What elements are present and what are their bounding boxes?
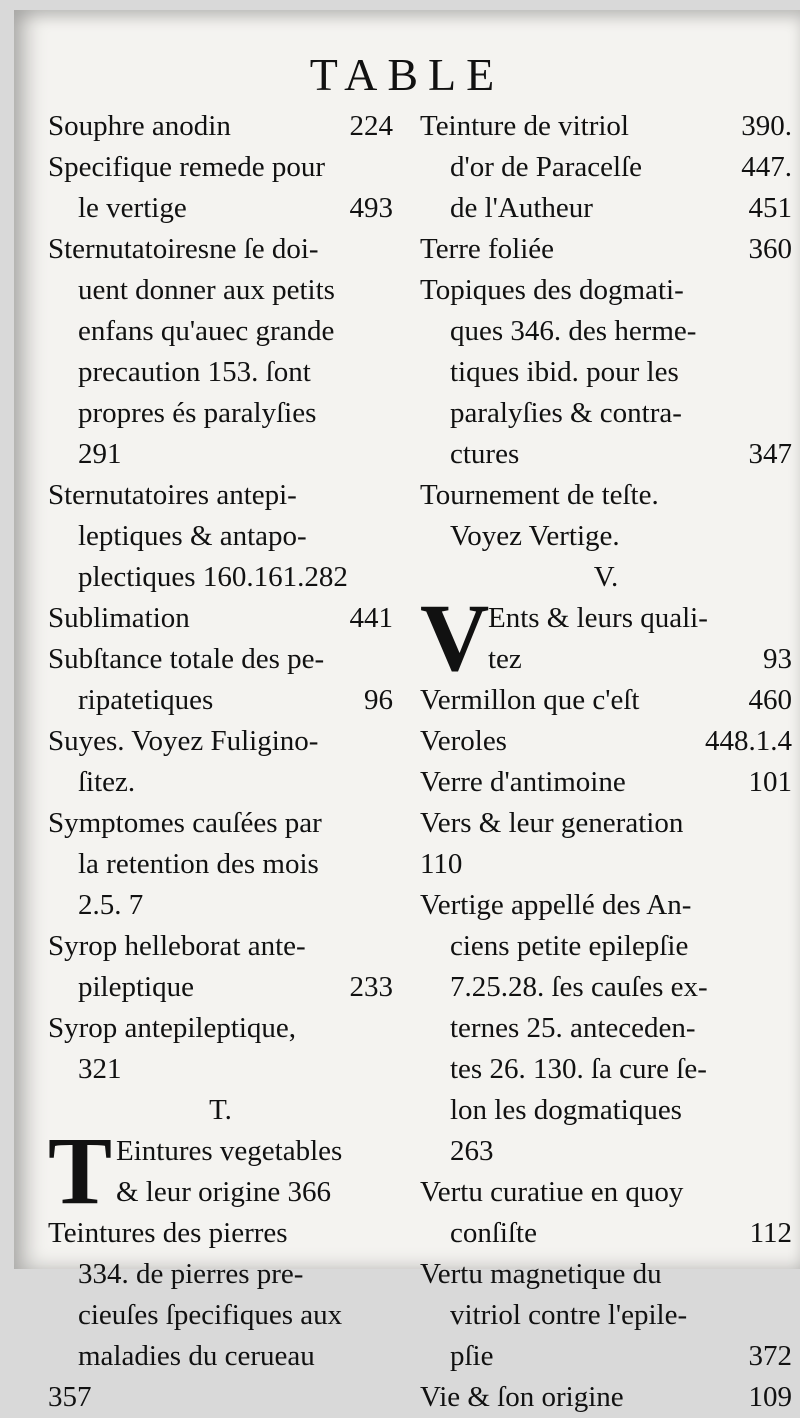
index-entry-line [48,680,393,721]
drop-cap-block [420,584,792,691]
entry-page-number: 101 [748,766,792,798]
entry-text: Ents & leurs quali- [488,602,708,634]
entry-text: lon les dogmatiques [450,1094,682,1126]
index-entry-line [420,885,792,926]
index-entry-line [420,1131,792,1172]
entry-page-number: 112 [749,1217,792,1249]
entry-text: Specifique remede pour [48,151,326,183]
entry-text: Tournement de teſte. [420,479,659,511]
entry-text: tez [488,643,522,675]
entry-page-number: 441 [349,602,393,634]
entry-page-number: 93 [763,643,792,675]
index-entry-line [48,598,393,639]
index-entry-line [420,106,792,147]
index-entry-line [48,1254,393,1295]
index-entry-line [420,188,792,229]
section-heading: V. [593,561,619,593]
entry-text: Vie & ſon origine [420,1381,624,1413]
entry-text: uent donner aux petits [78,274,335,306]
index-entry-line [420,1049,792,1090]
entry-text: d'or de Paracelſe [450,151,643,183]
right-column [420,106,792,1418]
entry-page-number: 448.1.4 [705,725,792,757]
index-entry-line [48,1008,393,1049]
index-entry-line [48,229,393,270]
entry-text: ciens petite epilepſie [450,930,689,962]
index-entry-line [48,803,393,844]
entry-text: Vertige appellé des An- [420,889,692,921]
entry-text: conſiſte [450,1217,537,1249]
entry-text: Sternutatoires antepi- [48,479,297,511]
entry-text: 2.5. 7 [78,889,144,921]
index-entry-line [48,1377,393,1418]
index-entry-line [420,147,792,188]
index-entry-line [48,844,393,885]
entry-text: Vers & leur generation [420,807,684,839]
index-entry-line [48,1172,393,1213]
entry-text: 291 [78,438,122,470]
entry-text: Souphre anodin [48,110,231,142]
index-entry-line [48,639,393,680]
index-entry-line [48,352,393,393]
entry-text: & leur origine 366 [116,1176,332,1208]
entry-text: Syrop antepileptique, [48,1012,297,1044]
entry-text: 357 [48,1381,92,1413]
index-entry-line [48,762,393,803]
entry-text: ternes 25. anteceden- [450,1012,696,1044]
entry-text: Syrop helleborat ante- [48,930,306,962]
entry-text: ctures [450,438,520,470]
entry-text: Vertu magnetique du [420,1258,662,1290]
book-page [14,10,800,1413]
entry-text: 321 [78,1053,122,1085]
index-entry-line [420,1295,792,1336]
entry-text: Voyez Vertige. [450,520,620,552]
index-entry-line [420,926,792,967]
drop-cap-letter: V [420,584,490,691]
index-entry-line [420,1172,792,1213]
index-entry-line [420,639,792,680]
index-entry-line [420,762,792,803]
index-entry-line [420,967,792,1008]
entry-text: Verre d'antimoine [420,766,626,798]
index-entry-line [420,229,792,270]
index-entry-line [420,844,792,885]
entry-text: enfans qu'auec grande [78,315,335,347]
page-title: TABLE [309,49,505,100]
index-entry-line [48,721,393,762]
index-entry-line [420,1090,792,1131]
index-entry-line [420,1336,792,1377]
index-entry-line [48,885,393,926]
entry-text: Eintures vegetables [116,1135,343,1167]
entry-page-number: 347 [748,438,792,470]
entry-page-number: 360 [748,233,792,265]
entry-text: Sternutatoiresne ſe doi- [48,233,319,265]
entry-text: plectiques 160.161.282 [78,561,348,593]
entry-text: Symptomes cauſées par [48,807,322,839]
index-entry-line [48,557,393,598]
entry-text: Vermillon que c'eſt [420,684,640,716]
index-entry-line [420,393,792,434]
index-entry-line [48,1049,393,1090]
entry-text: 7.25.28. ſes cauſes ex- [450,971,708,1003]
index-entry-line [48,926,393,967]
entry-text: pſie [450,1340,494,1372]
entry-text: ripatetiques [78,684,214,716]
entry-text: Vertu curatiue en quoy [420,1176,684,1208]
entry-page-number: 390. [741,110,792,142]
entry-text: tiques ibid. pour les [450,356,679,388]
entry-text: de l'Autheur [450,192,593,224]
entry-page-number: 372 [748,1340,792,1372]
entry-text: pileptique [78,971,194,1003]
index-entry-line [48,1131,393,1172]
left-column [48,106,393,1418]
index-entry-line [420,311,792,352]
entry-text: maladies du cerueau [78,1340,315,1372]
index-entry-line [420,1213,792,1254]
entry-text: 263 [450,1135,494,1167]
entry-text: le vertige [78,192,187,224]
index-entry-line [420,1254,792,1295]
index-entry-line [48,1213,393,1254]
entry-text: precaution 153. ſont [78,356,311,388]
index-entry-line [48,516,393,557]
entry-text: la retention des mois [78,848,319,880]
index-entry-line [420,270,792,311]
entry-text: 334. de pierres pre- [78,1258,304,1290]
entry-page-number: 224 [349,110,393,142]
index-entry-line [48,270,393,311]
index-entry-line [420,680,792,721]
drop-cap-letter: T [48,1117,113,1224]
entry-text: Teintures des pierres [48,1217,288,1249]
entry-text: paralyſies & contra- [450,397,682,429]
index-entry-line [420,598,792,639]
drop-cap-block [48,1117,393,1224]
entry-text: propres és paralyſies [78,397,317,429]
index-entry-line [48,311,393,352]
entry-text: vitriol contre l'epile- [450,1299,688,1331]
index-entry-line [48,967,393,1008]
entry-text: cieuſes ſpecifiques aux [78,1299,343,1331]
index-entry-line [48,1295,393,1336]
index-entry-line [48,106,393,147]
index-entry-line [420,803,792,844]
index-entry-line [420,1377,792,1418]
entry-text: Terre foliée [420,233,555,265]
index-entry-line [48,147,393,188]
section-heading: T. [209,1094,232,1126]
entry-text: Teinture de vitriol [420,110,629,142]
index-entry-line [48,393,393,434]
entry-page-number: 447. [741,151,792,183]
index-entry-line [48,434,393,475]
entry-text: Suyes. Voyez Fuligino- [48,725,319,757]
index-entry-line [420,516,792,557]
index-entry-line [420,1008,792,1049]
entry-page-number: 96 [364,684,393,716]
entry-page-number: 460 [748,684,792,716]
index-entry-line [420,721,792,762]
index-entry-line [48,1336,393,1377]
entry-text: Topiques des dogmati- [420,274,684,306]
entry-text: Veroles [420,725,507,757]
entry-page-number: 451 [748,192,792,224]
entry-text: ques 346. des herme- [450,315,697,347]
index-entry-line [420,352,792,393]
index-entry-line [48,475,393,516]
index-entry-line [420,434,792,475]
entry-page-number: 493 [349,192,393,224]
index-entry-line [420,475,792,516]
entry-text: leptiques & antapo- [78,520,307,552]
entry-text: 110 [420,848,463,880]
entry-text: Sublimation [48,602,190,634]
entry-page-number: 109 [748,1381,792,1413]
entry-page-number: 233 [349,971,393,1003]
entry-text: Subſtance totale des pe- [48,643,325,675]
entry-text: ſitez. [78,766,136,798]
entry-text: tes 26. 130. ſa cure ſe- [450,1053,707,1085]
index-entry-line [48,188,393,229]
